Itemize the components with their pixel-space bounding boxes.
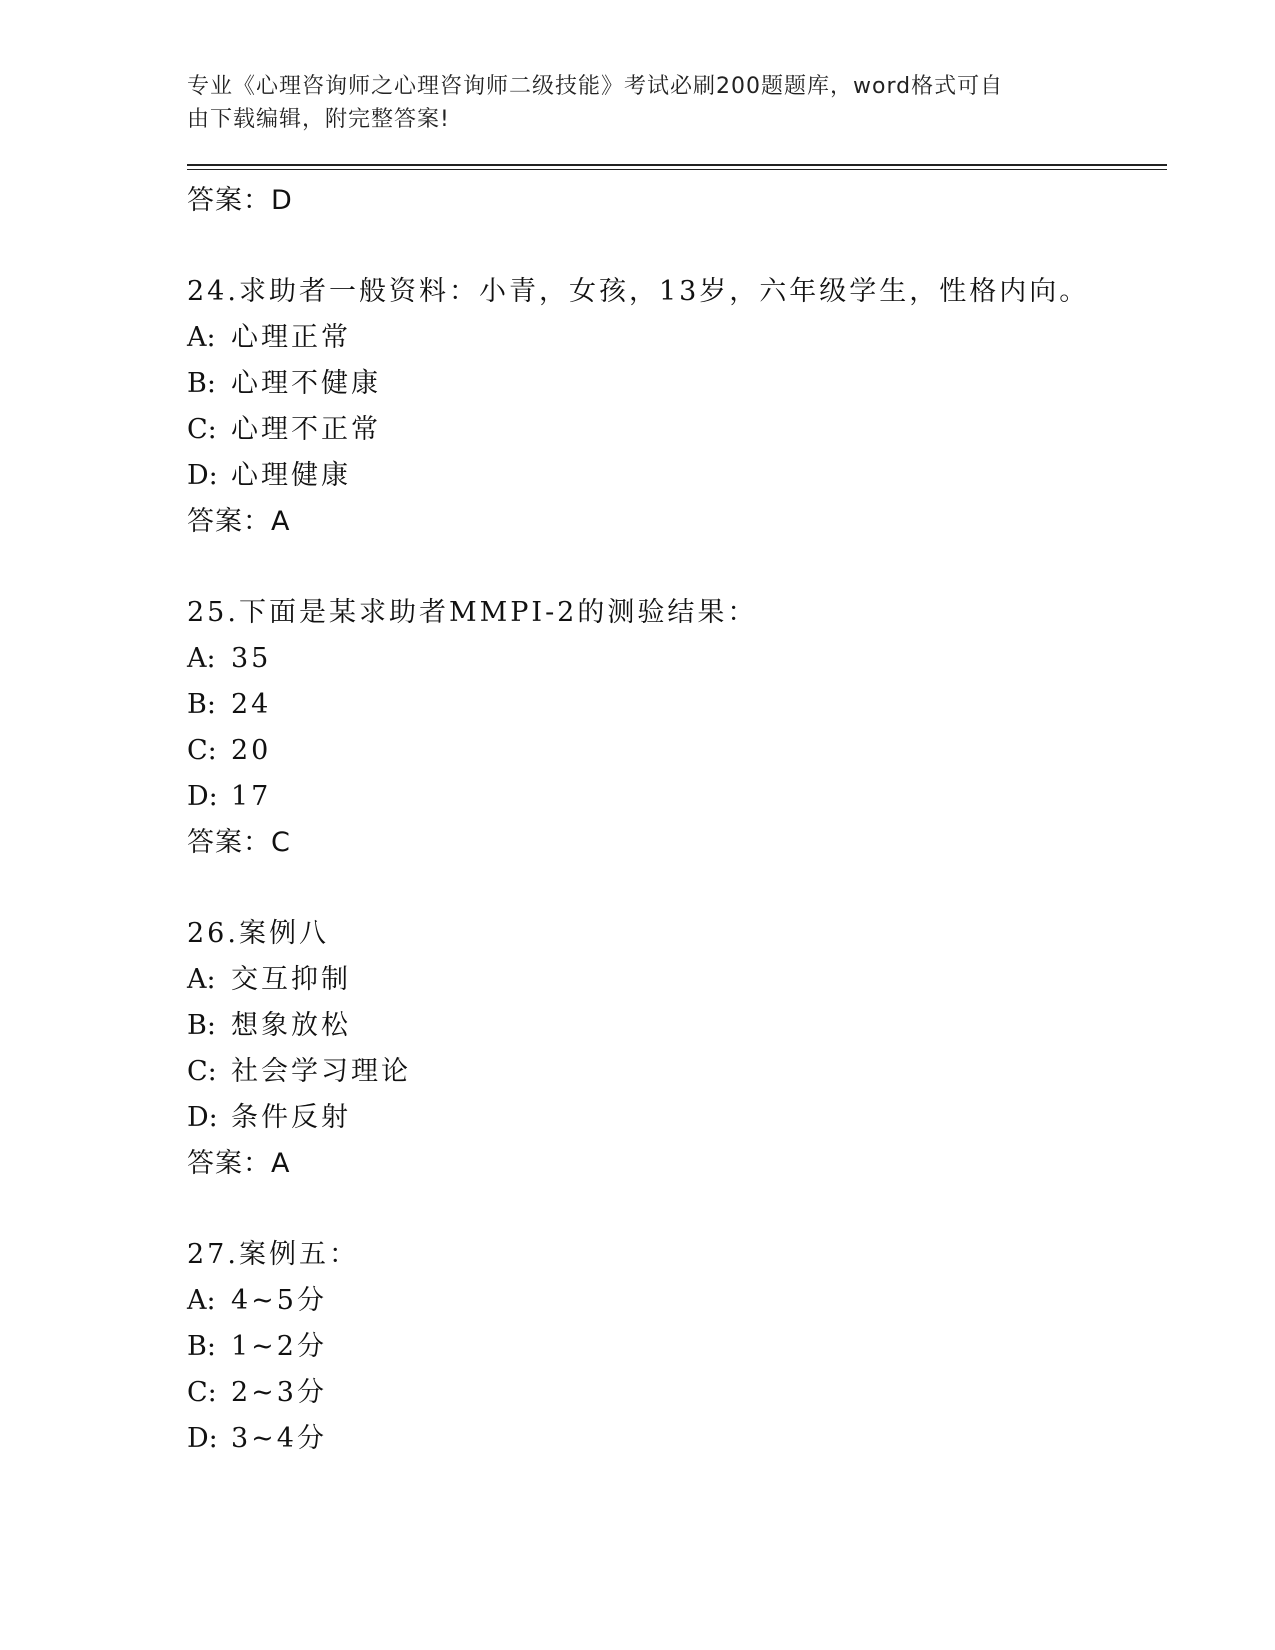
option-letter: C: (187, 735, 217, 766)
option-letter: B: (187, 689, 216, 720)
option-b (187, 361, 1167, 407)
option-b (187, 1003, 1167, 1049)
option-letter: D: (187, 460, 218, 491)
option-text: 35 (231, 643, 272, 674)
header-divider-thin (187, 169, 1167, 170)
option-b (187, 1324, 1167, 1370)
option-text: 交互抑制 (231, 964, 351, 995)
option-text: 心理正常 (231, 322, 351, 353)
answer-label: 答案：C (187, 827, 291, 858)
document-page (187, 70, 1167, 1462)
option-letter: A: (187, 1285, 216, 1316)
question-text: 27.案例五： (187, 1239, 359, 1270)
option-letter: D: (187, 1102, 218, 1133)
option-text: 心理健康 (231, 460, 351, 491)
option-b (187, 682, 1167, 728)
option-text: 4~5分 (231, 1285, 327, 1316)
option-letter: B: (187, 1010, 216, 1041)
option-c (187, 1370, 1167, 1416)
option-letter: A: (187, 643, 216, 674)
option-c (187, 407, 1167, 453)
option-text: 20 (231, 735, 272, 766)
option-a (187, 636, 1167, 682)
option-letter: D: (187, 781, 218, 812)
option-text: 3~4分 (231, 1423, 327, 1454)
question-text: 24.求助者一般资料：小青，女孩，13岁，六年级学生，性格内向。 (187, 276, 1090, 307)
question-text: 26.案例八 (187, 918, 329, 949)
question-25 (187, 590, 1167, 865)
option-letter: B: (187, 368, 216, 399)
option-a (187, 315, 1167, 361)
option-letter: A: (187, 964, 216, 995)
header-divider-thick (187, 164, 1167, 166)
answer-label: 答案：A (187, 506, 291, 537)
option-letter: A: (187, 322, 216, 353)
option-text: 1~2分 (231, 1331, 327, 1362)
option-d (187, 1095, 1167, 1141)
option-text: 17 (231, 781, 272, 812)
question-24 (187, 269, 1167, 544)
option-text: 2~3分 (231, 1377, 327, 1408)
option-a (187, 957, 1167, 1003)
answer-label: 答案：A (187, 1148, 291, 1179)
option-letter: B: (187, 1331, 216, 1362)
question-text: 25.下面是某求助者MMPI-2的测验结果： (187, 597, 758, 628)
option-c (187, 1049, 1167, 1095)
option-d (187, 1416, 1167, 1462)
question-26 (187, 911, 1167, 1186)
option-a (187, 1278, 1167, 1324)
question-27 (187, 1232, 1167, 1462)
option-letter: C: (187, 1377, 217, 1408)
option-text: 想象放松 (231, 1010, 351, 1041)
document-header (187, 70, 1067, 136)
header-line-1: 专业《心理咨询师之心理咨询师二级技能》考试必刷200题题库，word格式可自 (187, 74, 1004, 99)
header-line-2: 由下载编辑，附完整答案! (187, 107, 450, 132)
option-text: 24 (231, 689, 272, 720)
option-letter: D: (187, 1423, 218, 1454)
answer-label: 答案：D (187, 185, 293, 216)
option-text: 心理不正常 (231, 414, 381, 445)
option-letter: C: (187, 1056, 217, 1087)
option-text: 社会学习理论 (231, 1056, 411, 1087)
option-d (187, 453, 1167, 499)
option-text: 心理不健康 (231, 368, 381, 399)
option-letter: C: (187, 414, 217, 445)
option-text: 条件反射 (231, 1102, 351, 1133)
option-c (187, 728, 1167, 774)
option-d (187, 774, 1167, 820)
